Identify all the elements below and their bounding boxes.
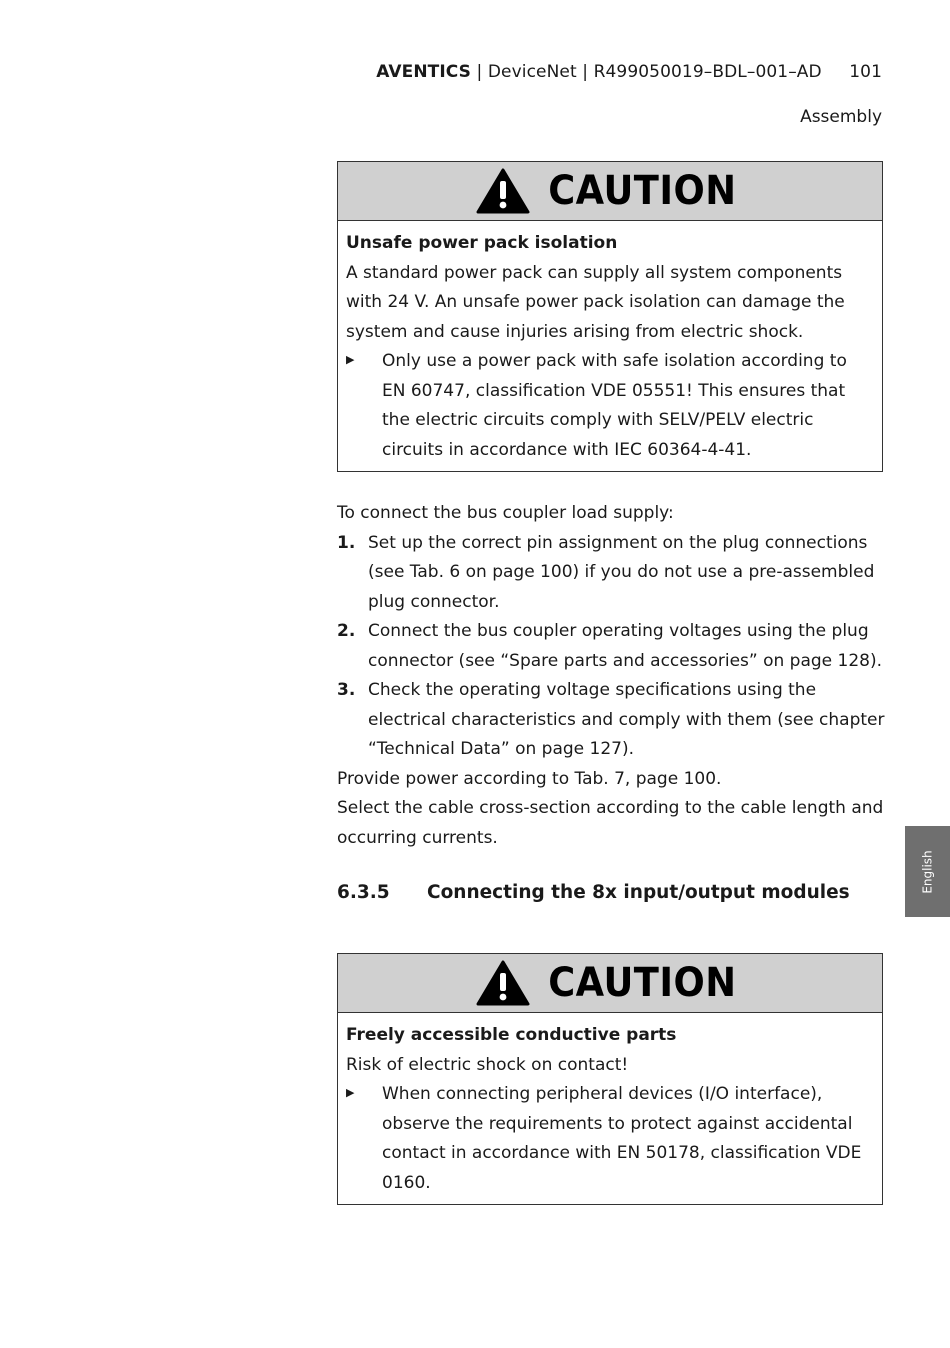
page-header — [376, 62, 882, 82]
subsection-number: 6.3.5 — [337, 882, 390, 903]
doc-info: | DeviceNet | R499050019–BDL–001–AD — [476, 62, 822, 82]
intro-text: To connect the bus coupler load supply: — [337, 503, 674, 523]
page-number: 101 — [849, 62, 882, 82]
bullet-arrow-icon: ▶ — [346, 353, 355, 366]
caution-label: CAUTION — [547, 168, 737, 214]
caution-body — [338, 1013, 882, 1204]
paragraph: Provide power according to Tab. 7, page 100. — [337, 768, 722, 789]
caution-title: Unsafe power pack isolation — [346, 233, 618, 253]
caution-bullet — [346, 1080, 874, 1198]
caution-header — [338, 954, 882, 1013]
caution-box-power-isolation — [337, 161, 883, 472]
step-text: Check the operating voltage specifications using the electrical characteristics and comply with them (see chapter “Technical Data” on page 127). — [368, 680, 885, 759]
caution-text: A standard power pack can supply all system components with 24 V. An unsafe power pack isolation can damage the system and cause injuries arising from electric shock. — [346, 262, 845, 342]
main-instructions — [337, 499, 897, 853]
caution-title: Freely accessible conductive parts — [346, 1025, 677, 1045]
brand-name: AVENTICS — [376, 62, 472, 82]
subsection-heading — [337, 882, 850, 903]
caution-label: CAUTION — [547, 960, 737, 1006]
caution-text: Risk of electric shock on contact! — [346, 1054, 629, 1075]
step-text: Set up the correct pin assignment on the plug connections (see Tab. 6 on page 100) if you do not use a pre-assembled plug connector. — [368, 532, 875, 612]
language-tab-label: English — [920, 849, 935, 894]
warning-triangle-icon — [476, 168, 530, 214]
caution-bullet-text: When connecting peripheral devices (I/O interface), observe the requirements to protect against accidental contact in accordance with EN 50178, classification VDE 0160. — [382, 1084, 862, 1193]
section-name: Assembly — [800, 107, 882, 127]
step-number: 1. — [337, 532, 356, 553]
step-text: Connect the bus coupler operating voltages using the plug connector (see “Spare parts and accessories” on page 128). — [368, 621, 883, 671]
list-item — [337, 529, 897, 618]
caution-bullet-text: Only use a power pack with safe isolation according to EN 60747, classification VDE 05551! This ensures that the electric circuits comply with SELV/PELV electric circuits in accordance with IEC 60364-4-41. — [382, 351, 847, 460]
language-tab — [905, 826, 950, 917]
step-number: 3. — [337, 680, 356, 700]
caution-header — [338, 162, 882, 221]
list-item — [337, 676, 897, 765]
warning-triangle-icon — [476, 960, 530, 1006]
caution-bullet — [346, 347, 874, 465]
caution-box-conductive-parts — [337, 953, 883, 1205]
subsection-title: Connecting the 8x input/output modules — [427, 882, 850, 903]
caution-body — [338, 221, 882, 471]
step-number: 2. — [337, 621, 356, 641]
list-item — [337, 617, 897, 676]
bullet-arrow-icon: ▶ — [346, 1086, 355, 1099]
paragraph: Select the cable cross-section according to the cable length and occurring currents. — [337, 798, 884, 848]
